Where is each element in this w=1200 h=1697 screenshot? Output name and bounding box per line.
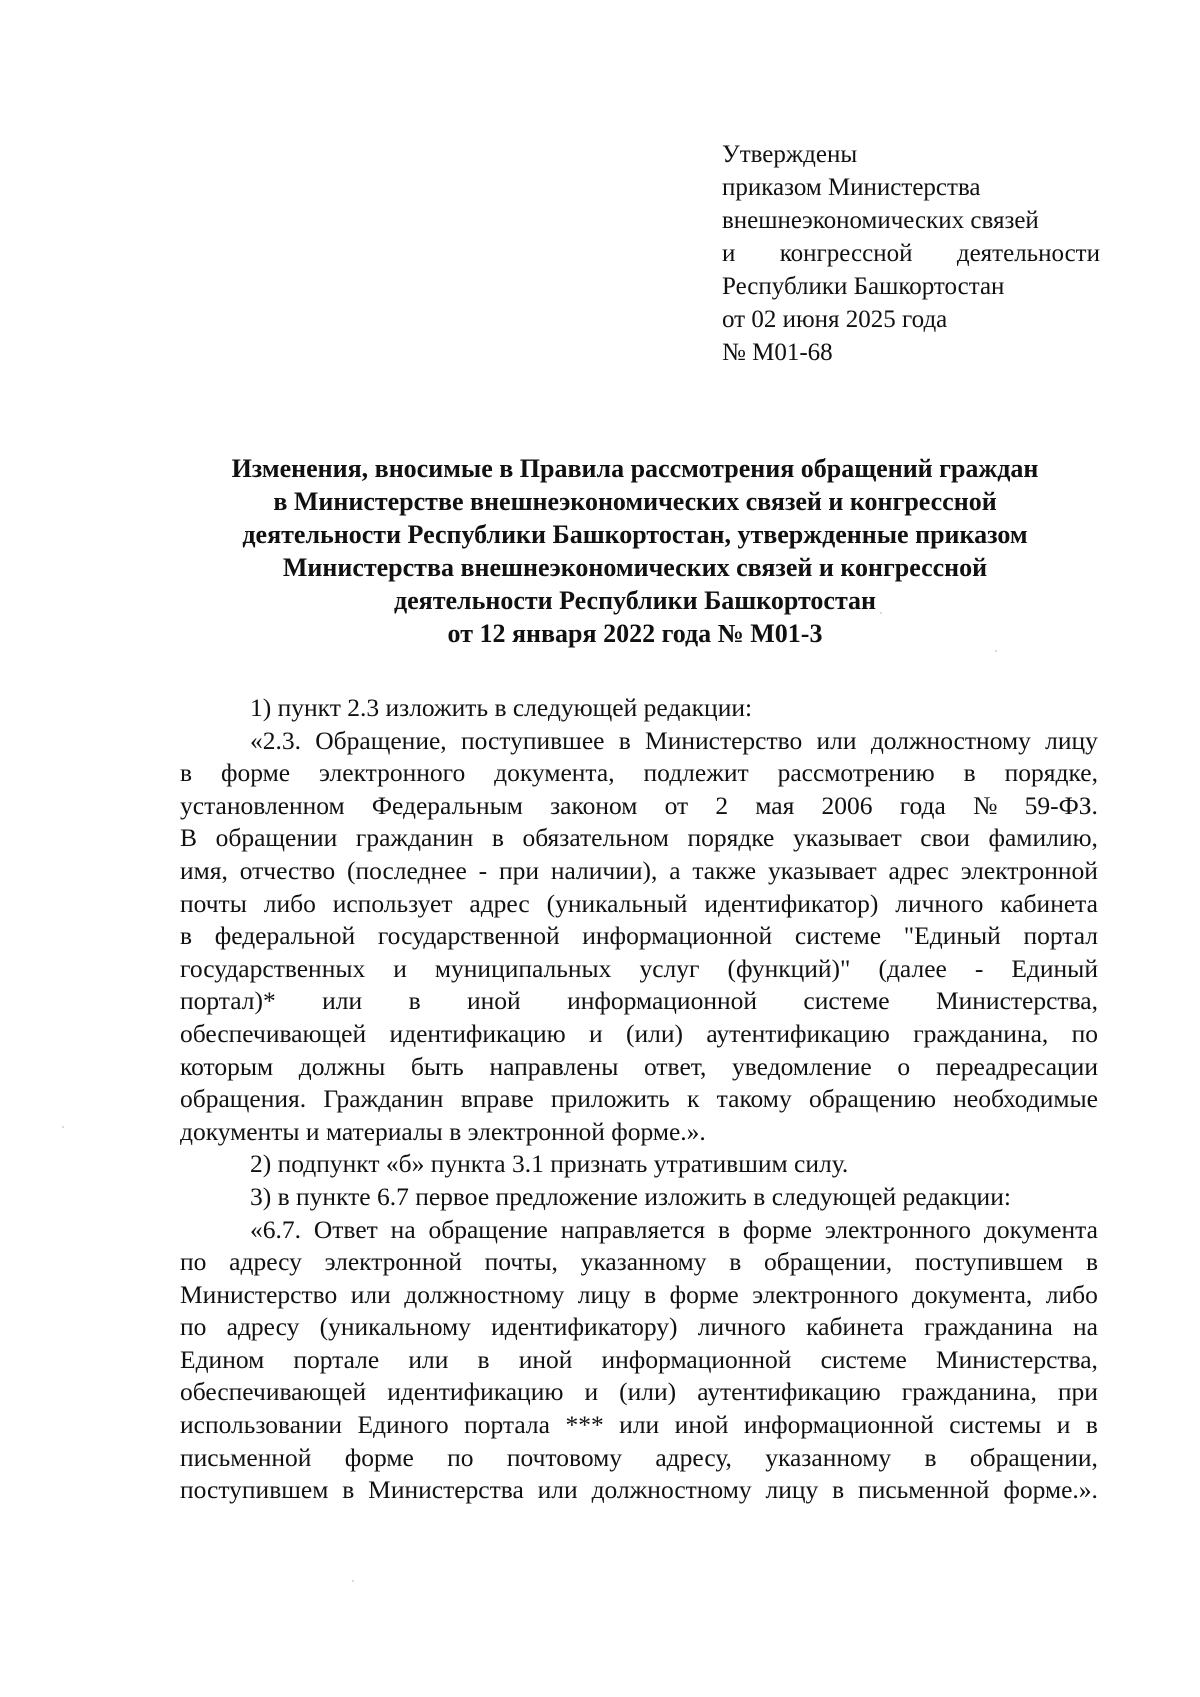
word: поступившем bbox=[914, 1247, 1064, 1277]
word: и bbox=[589, 1018, 603, 1048]
paragraph-line bbox=[180, 953, 1098, 986]
paragraph-line bbox=[180, 920, 1098, 953]
paragraph-line bbox=[180, 855, 1098, 888]
word: при bbox=[1057, 1377, 1098, 1407]
word: - bbox=[974, 953, 984, 983]
word: обязательном bbox=[522, 823, 669, 853]
word: электронного bbox=[752, 1279, 899, 1309]
word: и bbox=[722, 240, 736, 267]
word: лицу bbox=[765, 1475, 819, 1505]
word: о bbox=[897, 1051, 911, 1081]
paragraph-line bbox=[180, 888, 1098, 921]
word: Едином bbox=[180, 1344, 265, 1374]
word: лицу bbox=[1045, 725, 1098, 755]
word: портале bbox=[293, 1344, 380, 1374]
word: необходимые bbox=[953, 1084, 1098, 1114]
word: имя, bbox=[180, 855, 228, 885]
word: форме bbox=[742, 1214, 812, 1244]
word: почты, bbox=[484, 1247, 558, 1277]
paragraph-line bbox=[180, 790, 1098, 823]
word: личного bbox=[895, 888, 984, 918]
word: электронной bbox=[960, 855, 1098, 885]
word: должностному bbox=[404, 1279, 565, 1309]
word: переадресации bbox=[935, 1051, 1098, 1081]
word: направляется bbox=[560, 1214, 706, 1244]
word: (далее bbox=[878, 953, 947, 983]
word: В bbox=[180, 823, 198, 853]
word: иной bbox=[518, 1344, 573, 1374]
word: приложить bbox=[550, 1084, 670, 1114]
word: в bbox=[832, 1475, 845, 1505]
scan-speck bbox=[62, 1126, 64, 1128]
word: кабинета bbox=[1000, 888, 1098, 918]
word: рассмотрению bbox=[777, 758, 935, 788]
title-line: от 12 января 2022 года № М01-3 bbox=[447, 619, 823, 648]
word: идентификатор) bbox=[704, 888, 879, 918]
word: государственной bbox=[377, 921, 560, 951]
word: установленном bbox=[180, 790, 345, 820]
title-line: деятельности Республики Башкортостан bbox=[393, 586, 877, 615]
word: системе bbox=[803, 986, 890, 1016]
word: порядке bbox=[687, 823, 775, 853]
approval-block bbox=[722, 138, 1102, 369]
word: системе bbox=[794, 921, 882, 951]
word: в bbox=[644, 1279, 657, 1309]
paragraph-line bbox=[180, 1409, 1098, 1442]
word: обращении, bbox=[764, 1247, 893, 1277]
word: аутентификацию bbox=[697, 1377, 881, 1407]
word: обращении, bbox=[969, 1442, 1098, 1472]
word: и bbox=[1056, 1410, 1071, 1440]
word: Гражданин bbox=[323, 1084, 444, 1114]
word: адресу, bbox=[655, 1442, 732, 1472]
word: гражданина, bbox=[901, 1377, 1037, 1407]
word: указывает bbox=[767, 855, 877, 885]
paragraph-line bbox=[180, 725, 1098, 758]
word: Министерство bbox=[180, 1279, 338, 1309]
word: форме.». bbox=[1003, 1475, 1098, 1505]
word: при bbox=[498, 855, 539, 885]
approval-line: № М01-68 bbox=[722, 339, 833, 366]
word: подлежит bbox=[643, 758, 749, 788]
paragraph-line bbox=[180, 822, 1098, 855]
word: в bbox=[618, 725, 631, 755]
word: аутентификацию bbox=[706, 1018, 890, 1048]
word: должностному bbox=[870, 725, 1031, 755]
paragraph-line bbox=[180, 757, 1098, 790]
word: адресу bbox=[229, 1247, 302, 1277]
word: должностному bbox=[591, 1475, 752, 1505]
word: по bbox=[447, 1442, 474, 1472]
word: адрес bbox=[469, 888, 530, 918]
approval-line: от 02 июня 2025 года bbox=[722, 306, 948, 333]
word: документа, bbox=[911, 1279, 1033, 1309]
word: уведомление bbox=[732, 1051, 872, 1081]
title-line: в Министерстве внешнеэкономических связей и конгрессной bbox=[273, 487, 997, 516]
word: информационной bbox=[567, 986, 758, 1016]
word: услуг bbox=[639, 953, 700, 983]
word: гражданина, bbox=[913, 1018, 1049, 1048]
paragraph-line: документы и материалы в электронной форме.». bbox=[180, 1116, 706, 1146]
title-line: Министерства внешнеэкономических связей и конгрессной bbox=[282, 553, 988, 582]
paragraph-line bbox=[180, 1083, 1098, 1116]
word: (или) bbox=[619, 1377, 677, 1407]
word: почтовому bbox=[506, 1442, 623, 1472]
word: - bbox=[478, 855, 488, 885]
item-3-paragraph bbox=[180, 1214, 1098, 1507]
word: адресу bbox=[226, 1312, 300, 1342]
approval-line: приказом Министерства bbox=[722, 174, 981, 201]
word: и bbox=[584, 1377, 599, 1407]
word: 59-ФЗ. bbox=[1024, 790, 1098, 820]
paragraph-line bbox=[180, 1311, 1098, 1344]
paragraph-line bbox=[180, 1344, 1098, 1377]
word: "Единый bbox=[903, 921, 1001, 951]
word: (уникальному bbox=[319, 1312, 471, 1342]
word: портала bbox=[464, 1410, 550, 1440]
document-body bbox=[180, 692, 1098, 1507]
word: электронной bbox=[324, 1247, 462, 1277]
word: обращении bbox=[215, 823, 338, 853]
word: портал bbox=[1023, 921, 1098, 951]
word: в bbox=[1085, 1410, 1098, 1440]
word: письменной bbox=[858, 1475, 990, 1505]
scan-speck bbox=[995, 650, 997, 652]
word: «6.7. bbox=[250, 1214, 301, 1244]
word: указанному bbox=[580, 1247, 707, 1277]
title-line: деятельности Республики Башкортостан, утвержденные приказом bbox=[242, 520, 1028, 549]
word: электронного bbox=[824, 1214, 971, 1244]
word: информационной bbox=[743, 1410, 934, 1440]
word: вправе bbox=[460, 1084, 534, 1114]
word: и bbox=[393, 953, 407, 983]
word: в bbox=[963, 758, 976, 788]
word: (уникальный bbox=[546, 888, 688, 918]
word: (или) bbox=[626, 1018, 684, 1048]
word: которым bbox=[180, 1051, 274, 1081]
word: по bbox=[180, 1312, 207, 1342]
word: информационной bbox=[582, 921, 773, 951]
word: к bbox=[687, 1084, 700, 1114]
word: *** bbox=[565, 1410, 604, 1440]
word: либо bbox=[1045, 1279, 1098, 1309]
word: обращение bbox=[428, 1214, 548, 1244]
word: форме bbox=[669, 1279, 739, 1309]
word: Министерство bbox=[645, 725, 803, 755]
title-line: Изменения, вносимые в Правила рассмотрения обращений граждан bbox=[231, 454, 1039, 483]
word: государственных bbox=[180, 953, 366, 983]
word: почты bbox=[180, 888, 247, 918]
word: федеральной bbox=[214, 921, 356, 951]
word: конгрессной bbox=[779, 240, 913, 267]
word: фамилию, bbox=[988, 823, 1098, 853]
word: обращению bbox=[808, 1084, 937, 1114]
word: мая bbox=[755, 790, 795, 820]
word: 2 bbox=[715, 790, 729, 820]
item-1-heading: 1) пункт 2.3 изложить в следующей редакции: bbox=[250, 693, 753, 722]
word: гражданина bbox=[924, 1312, 1053, 1342]
word: в bbox=[180, 921, 193, 951]
word: такому bbox=[716, 1084, 792, 1114]
word: «2.3. bbox=[250, 725, 301, 755]
approval-line: Республики Башкортостан bbox=[722, 273, 1005, 300]
word: законом bbox=[550, 790, 638, 820]
paragraph-line bbox=[180, 1018, 1098, 1051]
word: системе bbox=[820, 1344, 907, 1374]
scan-speck bbox=[880, 612, 882, 614]
paragraph-line bbox=[180, 1474, 1098, 1507]
word: иной bbox=[674, 1410, 729, 1440]
approval-line bbox=[722, 237, 1100, 270]
paragraph-line bbox=[180, 1246, 1098, 1279]
word: кабинета bbox=[806, 1312, 904, 1342]
paragraph-line bbox=[180, 985, 1098, 1018]
word: письменной bbox=[180, 1442, 312, 1472]
document-title bbox=[170, 452, 1100, 650]
word: направлены bbox=[489, 1051, 619, 1081]
word: Министерства, bbox=[935, 1344, 1098, 1374]
word: электронного bbox=[319, 758, 466, 788]
word: или bbox=[408, 1344, 449, 1374]
word: в bbox=[1085, 1247, 1098, 1277]
word: адрес bbox=[888, 855, 949, 885]
word: ответ, bbox=[644, 1051, 707, 1081]
word: муниципальных bbox=[434, 953, 612, 983]
word: указанному bbox=[765, 1442, 892, 1472]
word: (функций)" bbox=[727, 953, 851, 983]
scan-speck bbox=[352, 1580, 354, 1582]
word: по bbox=[180, 1247, 207, 1277]
word: Министерства bbox=[368, 1475, 524, 1505]
item-1-paragraph bbox=[180, 725, 1098, 1149]
word: в bbox=[477, 1344, 490, 1374]
word: быть bbox=[410, 1051, 464, 1081]
word: Единого bbox=[357, 1410, 449, 1440]
word: или bbox=[350, 1279, 391, 1309]
word: также bbox=[692, 855, 757, 885]
word: на bbox=[390, 1214, 416, 1244]
word: в bbox=[408, 986, 421, 1016]
word: иной bbox=[466, 986, 521, 1016]
word: Единый bbox=[1011, 953, 1098, 983]
word: Федеральным bbox=[371, 790, 523, 820]
word: или bbox=[537, 1475, 578, 1505]
word: идентификатору) bbox=[491, 1312, 678, 1342]
word: Обращение, bbox=[315, 725, 447, 755]
word: или bbox=[322, 986, 363, 1016]
word: в bbox=[491, 823, 504, 853]
word: системы bbox=[949, 1410, 1042, 1440]
word: в bbox=[924, 1442, 937, 1472]
word: 2006 bbox=[821, 790, 873, 820]
approval-line: внешнеэкономических связей bbox=[722, 207, 1039, 234]
word: поступившее bbox=[460, 725, 605, 755]
word: отчество bbox=[239, 855, 336, 885]
word: на bbox=[1073, 1312, 1098, 1342]
word: личного bbox=[697, 1312, 786, 1342]
word: использует bbox=[332, 888, 453, 918]
word: года bbox=[899, 790, 946, 820]
word: а bbox=[669, 855, 681, 885]
word: документа, bbox=[494, 758, 615, 788]
word: Министерства, bbox=[935, 986, 1098, 1016]
word: по bbox=[1071, 1018, 1098, 1048]
word: или bbox=[619, 1410, 660, 1440]
paragraph-line bbox=[180, 1376, 1098, 1409]
word: форме bbox=[221, 758, 291, 788]
word: № bbox=[973, 790, 998, 820]
word: деятельности bbox=[956, 240, 1100, 267]
word: идентификацию bbox=[387, 1377, 564, 1407]
item-2: 2) подпункт «б» пункта 3.1 признать утратившим силу. bbox=[250, 1149, 849, 1179]
word: портал)* bbox=[180, 986, 276, 1016]
word: в bbox=[729, 1247, 742, 1277]
word: указывает bbox=[792, 823, 902, 853]
word: Ответ bbox=[313, 1214, 378, 1244]
word: обеспечивающей bbox=[180, 1377, 367, 1407]
word: должны bbox=[298, 1051, 386, 1081]
paragraph-line bbox=[180, 1279, 1098, 1312]
word: порядке, bbox=[1004, 758, 1098, 788]
word: информационной bbox=[601, 1344, 792, 1374]
word: в bbox=[342, 1475, 355, 1505]
paragraph-line bbox=[180, 1214, 1098, 1247]
word: форме bbox=[344, 1442, 414, 1472]
word: свои bbox=[920, 823, 970, 853]
word: либо bbox=[263, 888, 316, 918]
paragraph-line bbox=[180, 1442, 1098, 1475]
paragraph-line bbox=[180, 1051, 1098, 1084]
word: документа bbox=[983, 1214, 1098, 1244]
word: в bbox=[180, 758, 193, 788]
word: гражданин bbox=[355, 823, 474, 853]
word: лицу bbox=[577, 1279, 631, 1309]
word: (последнее bbox=[346, 855, 467, 885]
word: использовании bbox=[180, 1410, 343, 1440]
word: обеспечивающей bbox=[180, 1018, 367, 1048]
word: в bbox=[717, 1214, 730, 1244]
item-3-heading: 3) в пункте 6.7 первое предложение изложить в следующей редакции: bbox=[250, 1181, 1011, 1211]
approval-line: Утверждены bbox=[722, 141, 858, 168]
word: наличии), bbox=[550, 855, 658, 885]
word: обращения. bbox=[180, 1084, 307, 1114]
word: от bbox=[664, 790, 689, 820]
word: или bbox=[816, 725, 857, 755]
word: поступившем bbox=[180, 1475, 329, 1505]
word: идентификацию bbox=[389, 1018, 566, 1048]
